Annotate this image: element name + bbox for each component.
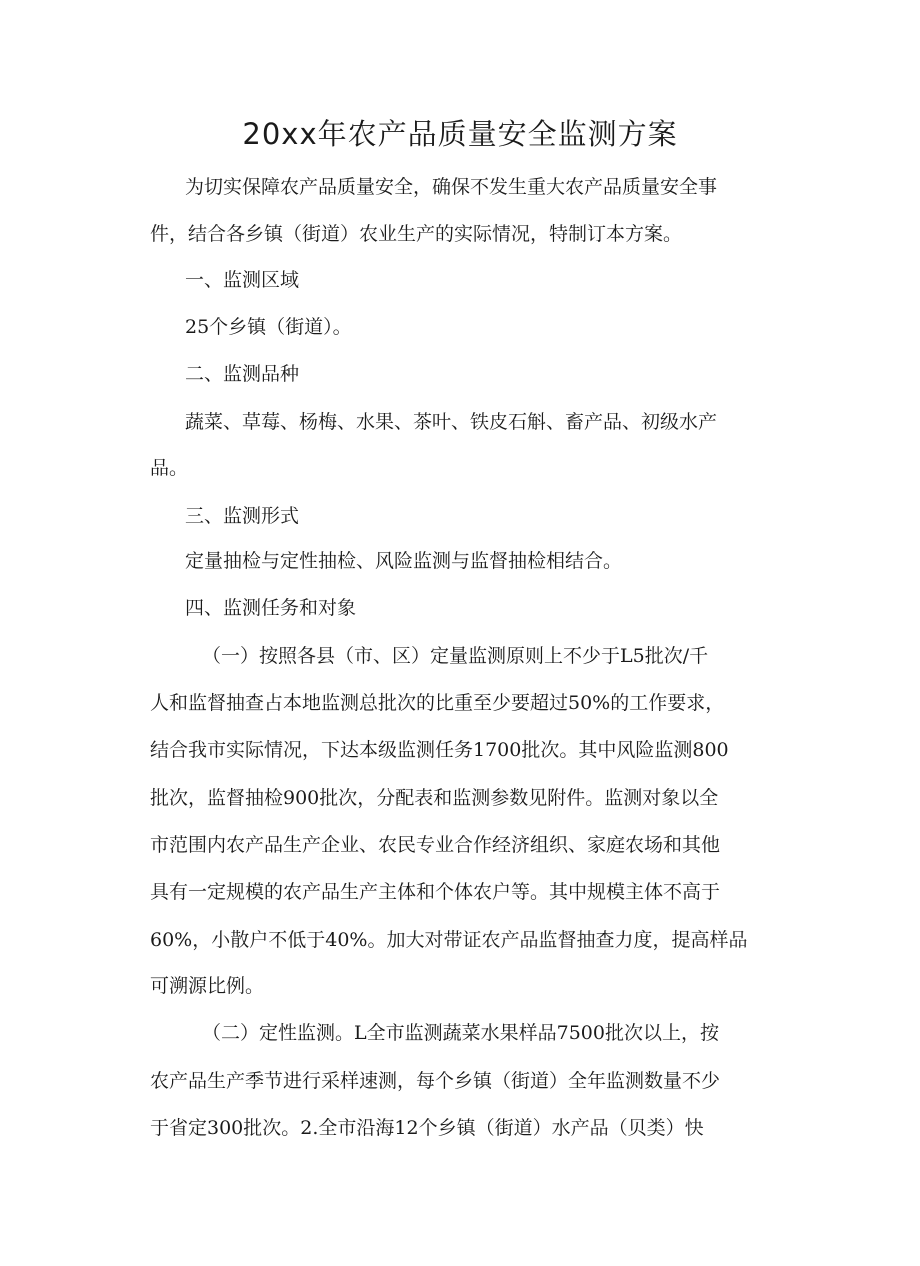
section-heading: 四、监测任务和对象 xyxy=(185,597,357,619)
section-heading: 一、监测区域 xyxy=(185,269,300,291)
paragraph-line: 农产品生产季节进行采样速测，每个乡镇（街道）全年监测数量不少 xyxy=(150,1070,721,1092)
paragraph-line: 为切实保障农产品质量安全，确保不发生重大农产品质量安全事 xyxy=(185,176,718,198)
document-title: 20xx年农产品质量安全监测方案 xyxy=(242,117,678,151)
paragraph-line: 60%，小散户不低于40%。加大对带证农产品监督抽查力度，提高样品 xyxy=(150,929,748,951)
paragraph-line: 批次，监督抽检900批次，分配表和监测参数见附件。监测对象以全 xyxy=(150,787,719,809)
paragraph-line: 结合我市实际情况，下达本级监测任务1700批次。其中风险监测800 xyxy=(150,739,729,761)
paragraph-line: （一）按照各县（市、区）定量监测原则上不少于L5批次/千 xyxy=(202,645,709,667)
paragraph-line: 定量抽检与定性抽检、风险监测与监督抽检相结合。 xyxy=(185,550,623,572)
section-heading: 二、监测品种 xyxy=(185,363,300,385)
paragraph-line: 人和监督抽查占本地监测总批次的比重至少要超过50%的工作要求， xyxy=(150,692,725,714)
paragraph-line: 具有一定规模的农产品生产主体和个体农户等。其中规模主体不高于 xyxy=(150,881,721,903)
paragraph-line: 于省定300批次。2.全市沿海12个乡镇（街道）水产品（贝类）快 xyxy=(150,1117,704,1139)
section-heading: 三、监测形式 xyxy=(185,505,300,527)
paragraph-line: 市范围内农产品生产企业、农民专业合作经济组织、家庭农场和其他 xyxy=(150,834,721,856)
paragraph-line: （二）定性监测。L全市监测蔬菜水果样品7500批次以上，按 xyxy=(202,1022,719,1044)
paragraph-line: 件，结合各乡镇（街道）农业生产的实际情况，特制订本方案。 xyxy=(150,223,683,245)
paragraph-line: 品。 xyxy=(150,457,189,479)
paragraph-line: 25个乡镇（街道）。 xyxy=(185,316,352,338)
paragraph-line: 可溯源比例。 xyxy=(150,975,265,997)
paragraph-line: 蔬菜、草莓、杨梅、水果、茶叶、铁皮石斛、畜产品、初级水产 xyxy=(185,411,718,433)
